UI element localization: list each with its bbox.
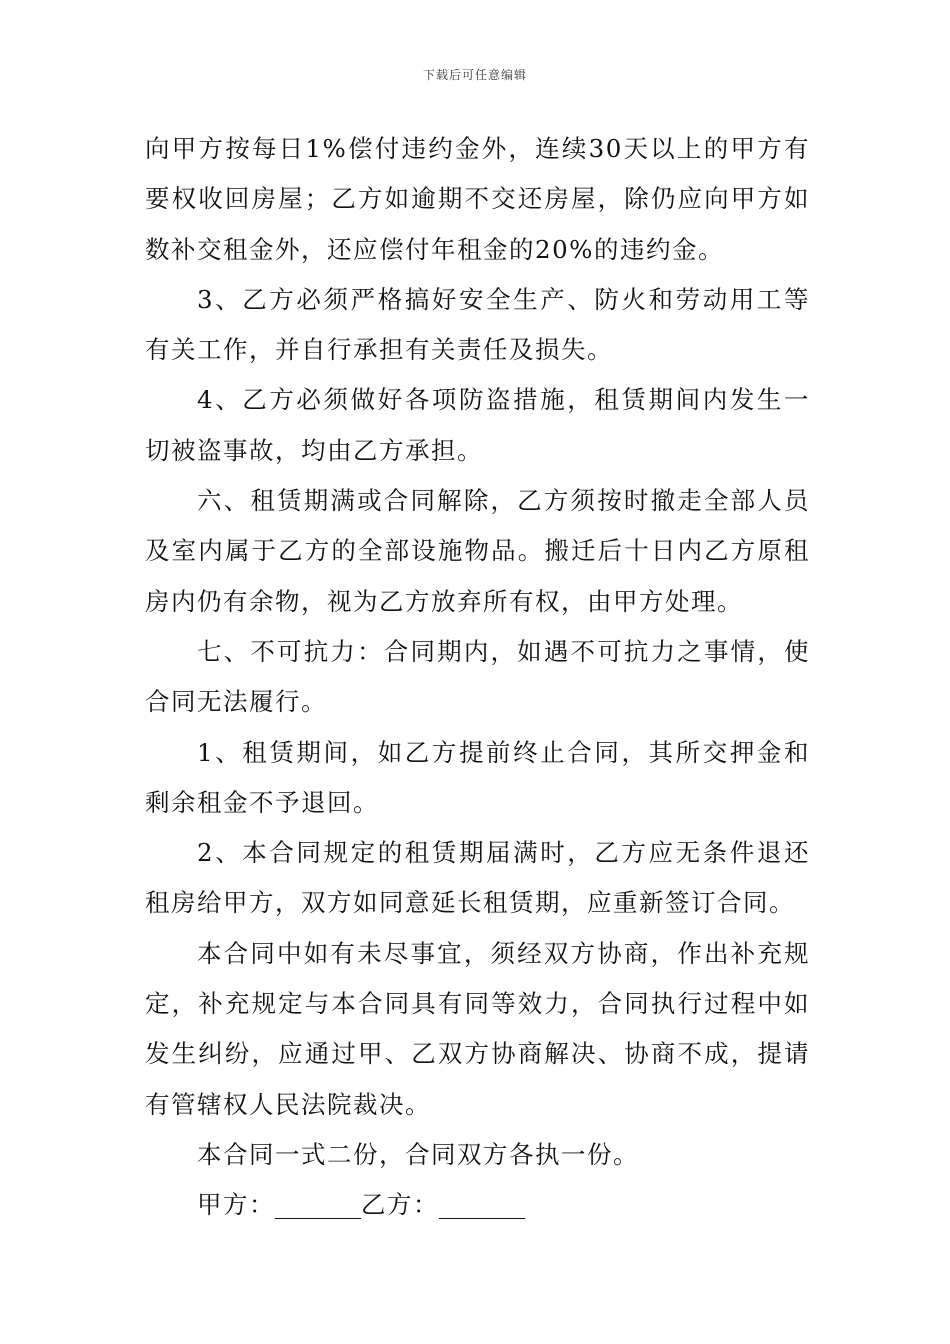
paragraph-clause-2: 2、本合同规定的租赁期届满时，乙方应无条件退还租房给甲方，双方如同意延长租赁期，应重新签订合同。 — [145, 838, 810, 918]
document-body — [145, 124, 810, 1231]
paragraph-clause-3: 3、乙方必须严格搞好安全生产、防火和劳动用工等有关工作，并自行承担有关责任及损失。 — [145, 284, 810, 365]
paragraph-section-6: 六、租赁期满或合同解除，乙方须按时撤走全部人员及室内属于乙方的全部设施物品。搬迁后十日内乙方原租房内仍有余物，视为乙方放弃所有权，由甲方处理。 — [145, 486, 810, 616]
party-b-label: 乙方： — [361, 1190, 439, 1220]
party-a-blank — [275, 1188, 361, 1219]
party-a-label: 甲方： — [197, 1190, 275, 1220]
paragraph-clause-1: 1、租赁期间，如乙方提前终止合同，其所交押金和剩余租金不予退回。 — [145, 737, 810, 817]
paragraph-section-7: 七、不可抗力：合同期内，如遇不可抗力之事情，使合同无法履行。 — [145, 636, 810, 717]
paragraph-copies: 本合同一式二份，合同双方各执一份。 — [197, 1139, 639, 1169]
signature-line — [145, 1180, 810, 1230]
page-header: 下载后可任意编辑 — [422, 68, 527, 82]
paragraph-supplement: 本合同中如有未尽事宜，须经双方协商，作出补充规定，补充规定与本合同具有同等效力，合同执行过程中如发生纠纷，应通过甲、乙双方协商解决、协商不成，提请有管辖权人民法院裁决。 — [145, 938, 810, 1119]
party-b-blank — [439, 1188, 525, 1219]
paragraph-continuation: 向甲方按每日1%偿付违约金外，连续30天以上的甲方有要权收回房屋；乙方如逾期不交还房屋，除仍应向甲方如数补交租金外，还应偿付年租金的20%的违约金。 — [145, 134, 810, 264]
paragraph-clause-4: 4、乙方必须做好各项防盗措施，租赁期间内发生一切被盗事故，均由乙方承担。 — [145, 385, 810, 465]
